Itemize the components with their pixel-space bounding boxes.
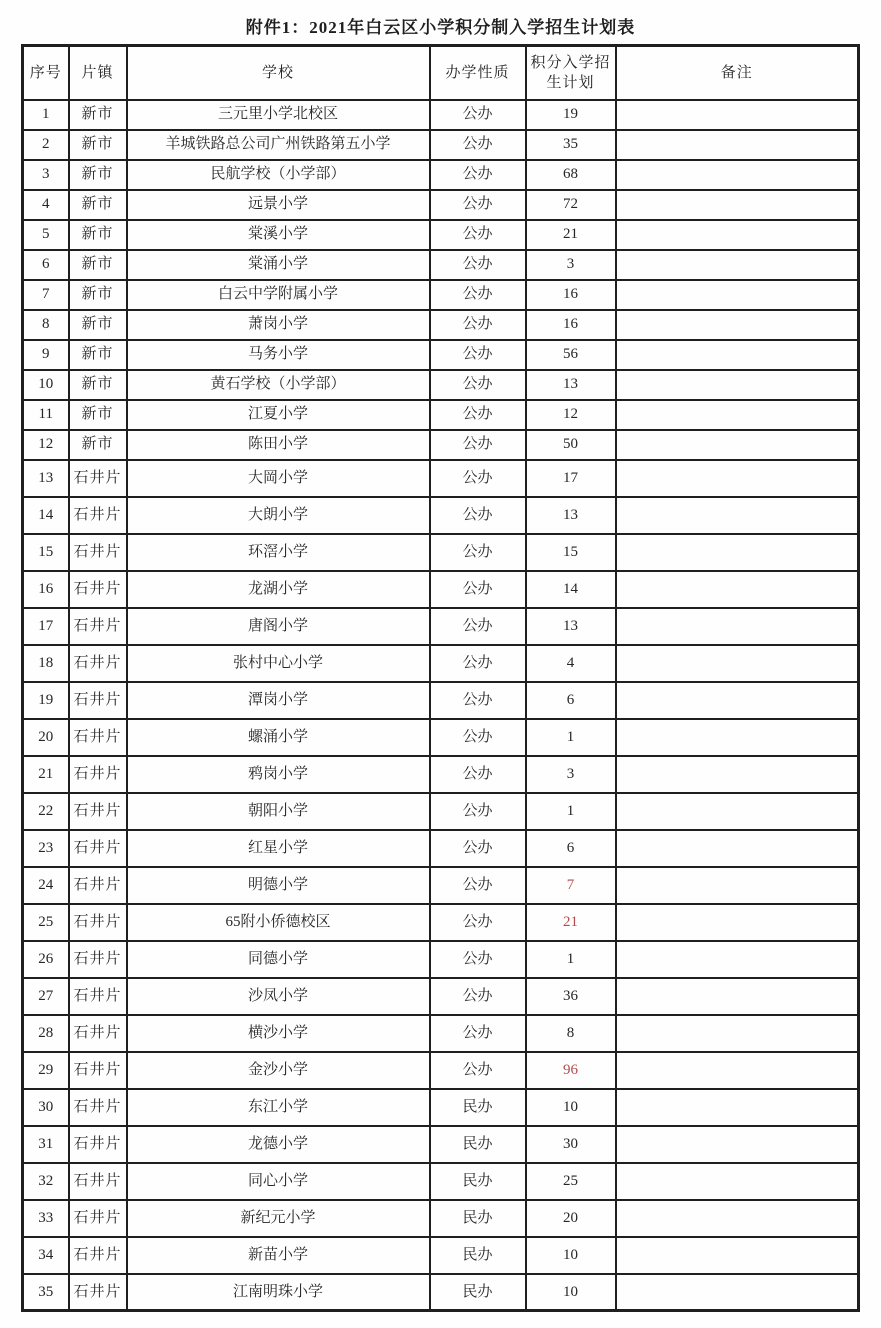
cell-type: 公办 — [430, 534, 526, 571]
cell-zone: 石井片 — [69, 571, 127, 608]
table-row — [23, 1200, 859, 1237]
table-row — [23, 340, 859, 370]
cell-zone: 新市 — [69, 430, 127, 460]
cell-no: 27 — [23, 978, 69, 1015]
cell-type: 公办 — [430, 100, 526, 130]
cell-no: 26 — [23, 941, 69, 978]
cell-remark — [616, 682, 859, 719]
cell-remark — [616, 100, 859, 130]
cell-remark — [616, 1089, 859, 1126]
cell-plan: 6 — [526, 830, 616, 867]
cell-school: 65附小侨德校区 — [127, 904, 430, 941]
cell-no: 20 — [23, 719, 69, 756]
cell-type: 公办 — [430, 130, 526, 160]
cell-remark — [616, 978, 859, 1015]
header-plan: 积分入学招生计划 — [526, 46, 616, 100]
cell-zone: 石井片 — [69, 608, 127, 645]
cell-no: 5 — [23, 220, 69, 250]
table-row — [23, 100, 859, 130]
cell-type: 公办 — [430, 978, 526, 1015]
cell-zone: 新市 — [69, 280, 127, 310]
cell-type: 民办 — [430, 1126, 526, 1163]
cell-school: 金沙小学 — [127, 1052, 430, 1089]
cell-no: 9 — [23, 340, 69, 370]
cell-type: 民办 — [430, 1274, 526, 1311]
cell-school: 明德小学 — [127, 867, 430, 904]
cell-school: 环滘小学 — [127, 534, 430, 571]
cell-school: 龙湖小学 — [127, 571, 430, 608]
cell-remark — [616, 280, 859, 310]
cell-zone: 石井片 — [69, 719, 127, 756]
cell-type: 公办 — [430, 430, 526, 460]
cell-plan: 1 — [526, 719, 616, 756]
cell-school: 螺涌小学 — [127, 719, 430, 756]
cell-plan: 3 — [526, 250, 616, 280]
table-row — [23, 1089, 859, 1126]
cell-remark — [616, 534, 859, 571]
cell-remark — [616, 160, 859, 190]
cell-type: 公办 — [430, 904, 526, 941]
cell-zone: 石井片 — [69, 1015, 127, 1052]
cell-type: 公办 — [430, 190, 526, 220]
cell-type: 民办 — [430, 1200, 526, 1237]
cell-no: 7 — [23, 280, 69, 310]
cell-type: 公办 — [430, 682, 526, 719]
cell-no: 28 — [23, 1015, 69, 1052]
table-row — [23, 130, 859, 160]
cell-no: 24 — [23, 867, 69, 904]
table-row — [23, 497, 859, 534]
cell-plan: 6 — [526, 682, 616, 719]
cell-zone: 石井片 — [69, 1089, 127, 1126]
document-title: 附件1：2021年白云区小学积分制入学招生计划表 — [245, 18, 636, 37]
cell-zone: 石井片 — [69, 1200, 127, 1237]
cell-type: 公办 — [430, 571, 526, 608]
cell-remark — [616, 793, 859, 830]
cell-no: 8 — [23, 310, 69, 340]
cell-type: 公办 — [430, 250, 526, 280]
cell-zone: 石井片 — [69, 978, 127, 1015]
cell-zone: 新市 — [69, 310, 127, 340]
cell-type: 公办 — [430, 719, 526, 756]
cell-remark — [616, 430, 859, 460]
cell-remark — [616, 1237, 859, 1274]
cell-school: 棠溪小学 — [127, 220, 430, 250]
table-row — [23, 220, 859, 250]
cell-school: 红星小学 — [127, 830, 430, 867]
cell-no: 33 — [23, 1200, 69, 1237]
cell-no: 29 — [23, 1052, 69, 1089]
cell-school: 萧岗小学 — [127, 310, 430, 340]
cell-school: 朝阳小学 — [127, 793, 430, 830]
cell-type: 公办 — [430, 941, 526, 978]
cell-remark — [616, 1052, 859, 1089]
cell-zone: 新市 — [69, 160, 127, 190]
cell-plan: 8 — [526, 1015, 616, 1052]
cell-type: 公办 — [430, 400, 526, 430]
cell-no: 34 — [23, 1237, 69, 1274]
cell-school: 黄石学校（小学部） — [127, 370, 430, 400]
cell-plan: 1 — [526, 793, 616, 830]
cell-remark — [616, 370, 859, 400]
cell-school: 羊城铁路总公司广州铁路第五小学 — [127, 130, 430, 160]
cell-no: 23 — [23, 830, 69, 867]
cell-plan: 10 — [526, 1089, 616, 1126]
cell-remark — [616, 608, 859, 645]
cell-plan: 21 — [526, 220, 616, 250]
cell-no: 4 — [23, 190, 69, 220]
cell-no: 18 — [23, 645, 69, 682]
table-row — [23, 1237, 859, 1274]
cell-zone: 石井片 — [69, 793, 127, 830]
cell-school: 民航学校（小学部） — [127, 160, 430, 190]
cell-plan: 4 — [526, 645, 616, 682]
cell-zone: 石井片 — [69, 1163, 127, 1200]
cell-remark — [616, 1200, 859, 1237]
cell-school: 棠涌小学 — [127, 250, 430, 280]
cell-plan: 17 — [526, 460, 616, 497]
table-row — [23, 400, 859, 430]
cell-plan: 21 — [526, 904, 616, 941]
cell-type: 公办 — [430, 370, 526, 400]
table-row — [23, 190, 859, 220]
table-header-row — [23, 46, 859, 100]
cell-plan: 35 — [526, 130, 616, 160]
cell-type: 公办 — [430, 1015, 526, 1052]
cell-no: 25 — [23, 904, 69, 941]
cell-zone: 石井片 — [69, 1237, 127, 1274]
cell-zone: 石井片 — [69, 867, 127, 904]
cell-no: 21 — [23, 756, 69, 793]
cell-plan: 25 — [526, 1163, 616, 1200]
cell-school: 沙凤小学 — [127, 978, 430, 1015]
cell-type: 公办 — [430, 160, 526, 190]
cell-plan: 14 — [526, 571, 616, 608]
cell-no: 13 — [23, 460, 69, 497]
cell-no: 22 — [23, 793, 69, 830]
cell-plan: 72 — [526, 190, 616, 220]
cell-plan: 16 — [526, 280, 616, 310]
cell-remark — [616, 1163, 859, 1200]
cell-zone: 石井片 — [69, 497, 127, 534]
cell-remark — [616, 867, 859, 904]
cell-plan: 12 — [526, 400, 616, 430]
cell-zone: 石井片 — [69, 1274, 127, 1311]
cell-plan: 13 — [526, 370, 616, 400]
table-row — [23, 460, 859, 497]
table-row — [23, 1163, 859, 1200]
cell-zone: 石井片 — [69, 534, 127, 571]
table-row — [23, 370, 859, 400]
cell-plan: 96 — [526, 1052, 616, 1089]
cell-plan: 56 — [526, 340, 616, 370]
cell-remark — [616, 340, 859, 370]
cell-type: 公办 — [430, 645, 526, 682]
cell-school: 潭岗小学 — [127, 682, 430, 719]
cell-school: 同德小学 — [127, 941, 430, 978]
cell-zone: 石井片 — [69, 756, 127, 793]
cell-no: 10 — [23, 370, 69, 400]
table-body — [23, 100, 859, 1311]
cell-plan: 3 — [526, 756, 616, 793]
cell-remark — [616, 130, 859, 160]
cell-plan: 13 — [526, 497, 616, 534]
table-row — [23, 719, 859, 756]
cell-zone: 石井片 — [69, 941, 127, 978]
cell-no: 30 — [23, 1089, 69, 1126]
cell-zone: 石井片 — [69, 682, 127, 719]
cell-school: 远景小学 — [127, 190, 430, 220]
cell-remark — [616, 400, 859, 430]
cell-no: 2 — [23, 130, 69, 160]
cell-no: 15 — [23, 534, 69, 571]
cell-plan: 50 — [526, 430, 616, 460]
cell-remark — [616, 497, 859, 534]
cell-school: 同心小学 — [127, 1163, 430, 1200]
cell-remark — [616, 250, 859, 280]
cell-no: 1 — [23, 100, 69, 130]
table-row — [23, 793, 859, 830]
cell-type: 公办 — [430, 1052, 526, 1089]
cell-plan: 16 — [526, 310, 616, 340]
cell-school: 鸦岗小学 — [127, 756, 430, 793]
cell-type: 民办 — [430, 1089, 526, 1126]
cell-zone: 新市 — [69, 220, 127, 250]
cell-no: 14 — [23, 497, 69, 534]
cell-type: 公办 — [430, 340, 526, 370]
cell-remark — [616, 1015, 859, 1052]
table-row — [23, 608, 859, 645]
cell-zone: 新市 — [69, 130, 127, 160]
cell-type: 公办 — [430, 460, 526, 497]
cell-plan: 15 — [526, 534, 616, 571]
cell-plan: 68 — [526, 160, 616, 190]
cell-plan: 7 — [526, 867, 616, 904]
cell-no: 19 — [23, 682, 69, 719]
cell-no: 6 — [23, 250, 69, 280]
table-row — [23, 682, 859, 719]
cell-zone: 新市 — [69, 340, 127, 370]
cell-plan: 36 — [526, 978, 616, 1015]
table-row — [23, 1274, 859, 1311]
cell-zone: 新市 — [69, 250, 127, 280]
table-row — [23, 941, 859, 978]
cell-remark — [616, 645, 859, 682]
cell-remark — [616, 190, 859, 220]
header-type: 办学性质 — [430, 46, 526, 100]
header-no: 序号 — [23, 46, 69, 100]
cell-plan: 1 — [526, 941, 616, 978]
cell-type: 公办 — [430, 867, 526, 904]
cell-zone: 石井片 — [69, 460, 127, 497]
cell-school: 白云中学附属小学 — [127, 280, 430, 310]
cell-zone: 石井片 — [69, 904, 127, 941]
cell-type: 公办 — [430, 310, 526, 340]
cell-remark — [616, 904, 859, 941]
cell-no: 35 — [23, 1274, 69, 1311]
cell-zone: 石井片 — [69, 645, 127, 682]
header-remark: 备注 — [616, 46, 859, 100]
cell-school: 马务小学 — [127, 340, 430, 370]
cell-school: 大岡小学 — [127, 460, 430, 497]
cell-type: 民办 — [430, 1163, 526, 1200]
cell-no: 11 — [23, 400, 69, 430]
table-header — [23, 46, 859, 100]
cell-plan: 10 — [526, 1237, 616, 1274]
table-row — [23, 756, 859, 793]
cell-plan: 13 — [526, 608, 616, 645]
cell-no: 32 — [23, 1163, 69, 1200]
table-row — [23, 904, 859, 941]
cell-plan: 19 — [526, 100, 616, 130]
table-row — [23, 310, 859, 340]
cell-no: 16 — [23, 571, 69, 608]
header-zone: 片镇 — [69, 46, 127, 100]
table-row — [23, 571, 859, 608]
table-row — [23, 1052, 859, 1089]
cell-remark — [616, 719, 859, 756]
cell-school: 东江小学 — [127, 1089, 430, 1126]
cell-school: 新苗小学 — [127, 1237, 430, 1274]
table-row — [23, 978, 859, 1015]
cell-remark — [616, 310, 859, 340]
cell-remark — [616, 756, 859, 793]
cell-school: 陈田小学 — [127, 430, 430, 460]
cell-zone: 新市 — [69, 190, 127, 220]
cell-school: 三元里小学北校区 — [127, 100, 430, 130]
cell-type: 公办 — [430, 756, 526, 793]
cell-type: 公办 — [430, 830, 526, 867]
cell-zone: 石井片 — [69, 1126, 127, 1163]
cell-type: 民办 — [430, 1237, 526, 1274]
cell-school: 横沙小学 — [127, 1015, 430, 1052]
cell-school: 张村中心小学 — [127, 645, 430, 682]
table-row — [23, 867, 859, 904]
cell-zone: 新市 — [69, 100, 127, 130]
table-row — [23, 280, 859, 310]
cell-school: 江夏小学 — [127, 400, 430, 430]
cell-remark — [616, 460, 859, 497]
cell-no: 17 — [23, 608, 69, 645]
cell-school: 龙德小学 — [127, 1126, 430, 1163]
cell-remark — [616, 830, 859, 867]
table-row — [23, 830, 859, 867]
cell-zone: 石井片 — [69, 1052, 127, 1089]
cell-remark — [616, 220, 859, 250]
cell-remark — [616, 571, 859, 608]
cell-remark — [616, 941, 859, 978]
enrollment-table — [21, 44, 860, 1312]
cell-school: 大朗小学 — [127, 497, 430, 534]
cell-zone: 石井片 — [69, 830, 127, 867]
cell-plan: 30 — [526, 1126, 616, 1163]
cell-zone: 新市 — [69, 370, 127, 400]
table-row — [23, 1015, 859, 1052]
table-row — [23, 534, 859, 571]
cell-school: 唐阁小学 — [127, 608, 430, 645]
table-row — [23, 250, 859, 280]
cell-plan: 20 — [526, 1200, 616, 1237]
cell-school: 江南明珠小学 — [127, 1274, 430, 1311]
cell-no: 31 — [23, 1126, 69, 1163]
header-school: 学校 — [127, 46, 430, 100]
cell-zone: 新市 — [69, 400, 127, 430]
table-row — [23, 430, 859, 460]
cell-remark — [616, 1274, 859, 1311]
table-row — [23, 645, 859, 682]
table-row — [23, 160, 859, 190]
cell-type: 公办 — [430, 220, 526, 250]
cell-no: 3 — [23, 160, 69, 190]
cell-type: 公办 — [430, 280, 526, 310]
cell-school: 新纪元小学 — [127, 1200, 430, 1237]
cell-plan: 10 — [526, 1274, 616, 1311]
cell-type: 公办 — [430, 793, 526, 830]
table-row — [23, 1126, 859, 1163]
cell-remark — [616, 1126, 859, 1163]
cell-type: 公办 — [430, 497, 526, 534]
cell-no: 12 — [23, 430, 69, 460]
cell-type: 公办 — [430, 608, 526, 645]
